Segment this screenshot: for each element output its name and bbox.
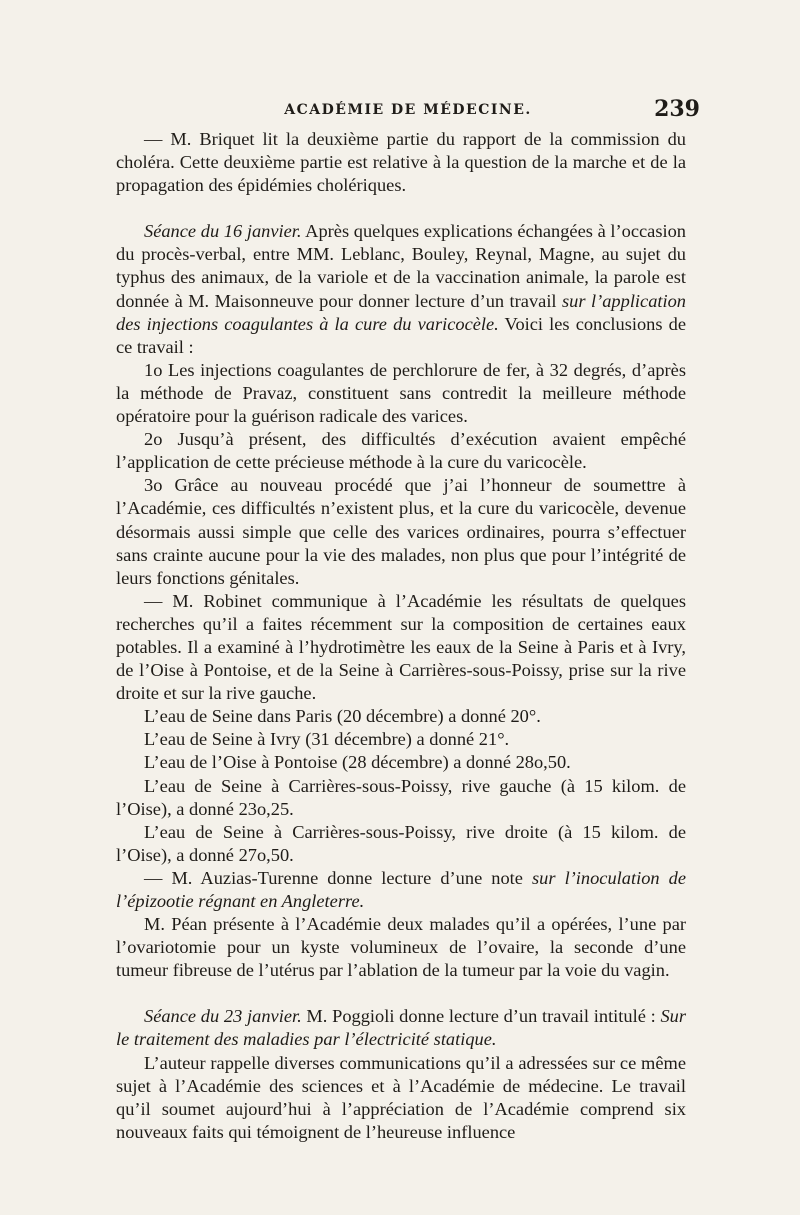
italic-text: Séance du 16 janvier. <box>144 221 302 242</box>
running-title: ACADÉMIE DE MÉDECINE. <box>284 102 532 118</box>
text-run: L’eau de Seine à Ivry (31 décembre) a donné 21°. <box>144 729 510 750</box>
italic-text: Sur le traitement des maladies par l’électricité statique. <box>116 1006 686 1050</box>
text-run: L’eau de Seine à Carrières-sous-Poissy, rive gauche (à 15 kilom. de l’Oise), a donné 23o,25. <box>116 775 686 819</box>
text-run: M. Poggioli donne lecture d’un travail intitulé : <box>301 1006 661 1027</box>
paragraph <box>116 590 686 705</box>
text-run: — M. Briquet lit la deuxième partie du rapport de la commission du choléra. Cette deuxième partie est relative à la question de la marche et de la propagation des épidémies cholériques. <box>116 129 686 196</box>
paragraph <box>116 751 686 774</box>
text-run: L’auteur rappelle diverses communications qu’il a adressées sur ce même sujet à l’Académie des sciences et à l’Académie de médecine. Le travail qu’il soumet aujourd’hui à l’appréciation de l’Académie comprend six nouveaux faits qui témoignent de l’heureuse influence <box>116 1052 686 1142</box>
text-run: — M. Robinet communique à l’Académie les résultats de quelques recherches qu’il a faites récemment sur la composition de certaines eaux potables. Il a examiné à l’hydrotimètre les eaux de la Seine à Paris et à Ivry, de l’Oise à Pontoise, et de la Seine à Carrières-sous-Poissy, prise sur la rive droite et sur la rive gauche. <box>116 590 686 704</box>
text-run: 1o Les injections coagulantes de perchlorure de fer, à 32 degrés, d’après la méthode de Pravaz, constituent sans contredit la meilleure méthode opératoire pour la guérison radicale des varices. <box>116 359 686 427</box>
paragraph <box>116 1005 686 1051</box>
paragraph <box>116 220 686 359</box>
paragraph <box>116 128 686 197</box>
text-run: L’eau de l’Oise à Pontoise (28 décembre) a donné 28o,50. <box>144 752 571 773</box>
text-run: — M. Auzias-Turenne donne lecture d’une note <box>144 867 533 888</box>
paragraph <box>116 821 686 867</box>
italic-text: sur l’inoculation de l’épizootie régnant en Angleterre. <box>116 867 686 911</box>
paragraph <box>116 474 686 589</box>
paragraph <box>116 913 686 982</box>
paragraph <box>116 428 686 474</box>
paragraph <box>116 359 686 428</box>
italic-text: Séance du 23 janvier. <box>144 1006 302 1027</box>
italic-text: sur l’application des injections coagulantes à la cure du varicocèle. <box>116 290 686 334</box>
paragraph <box>116 775 686 821</box>
running-head <box>116 96 700 126</box>
text-run: M. Péan présente à l’Académie deux malades qu’il a opérées, l’une par l’ovariotomie pour un kyste volumineux de l’ovaire, la seconde d’une tumeur fibreuse de l’utérus par l’ablation de la tumeur par la voie du vagin. <box>116 914 686 981</box>
paragraph <box>116 705 686 728</box>
paragraph <box>116 867 686 913</box>
text-run: Voici les conclusions de ce travail : <box>116 313 686 357</box>
text-run: 2o Jusqu’à présent, des difficultés d’exécution avaient empêché l’application de cette précieuse méthode à la cure du varicocèle. <box>116 429 686 473</box>
page-number: 239 <box>654 96 700 122</box>
text-body <box>116 128 686 1144</box>
paragraph <box>116 728 686 751</box>
text-run: 3o Grâce au nouveau procédé que j’ai l’honneur de soumettre à l’Académie, ces difficultés n’existent plus, et la cure du varicocèle, devenue désormais aussi simple que celle des varices ordinaires, pourra s’effectuer sans crainte aucune pour la vie des malades, non plus que pour l’intégrité de leurs fonctions génitales. <box>116 475 686 588</box>
text-run: Après quelques explications échangées à l’occasion du procès-verbal, entre MM. Leblanc, Bouley, Reynal, Magne, au sujet du typhus des animaux, de la variole et de la vaccination animale, la parole est donnée à M. Maisonneuve pour donner lecture d’un travail <box>116 221 686 311</box>
text-run: L’eau de Seine à Carrières-sous-Poissy, rive droite (à 15 kilom. de l’Oise), a donné 27o,50. <box>116 821 686 865</box>
text-run: L’eau de Seine dans Paris (20 décembre) a donné 20°. <box>144 706 541 727</box>
paragraph <box>116 1052 686 1144</box>
